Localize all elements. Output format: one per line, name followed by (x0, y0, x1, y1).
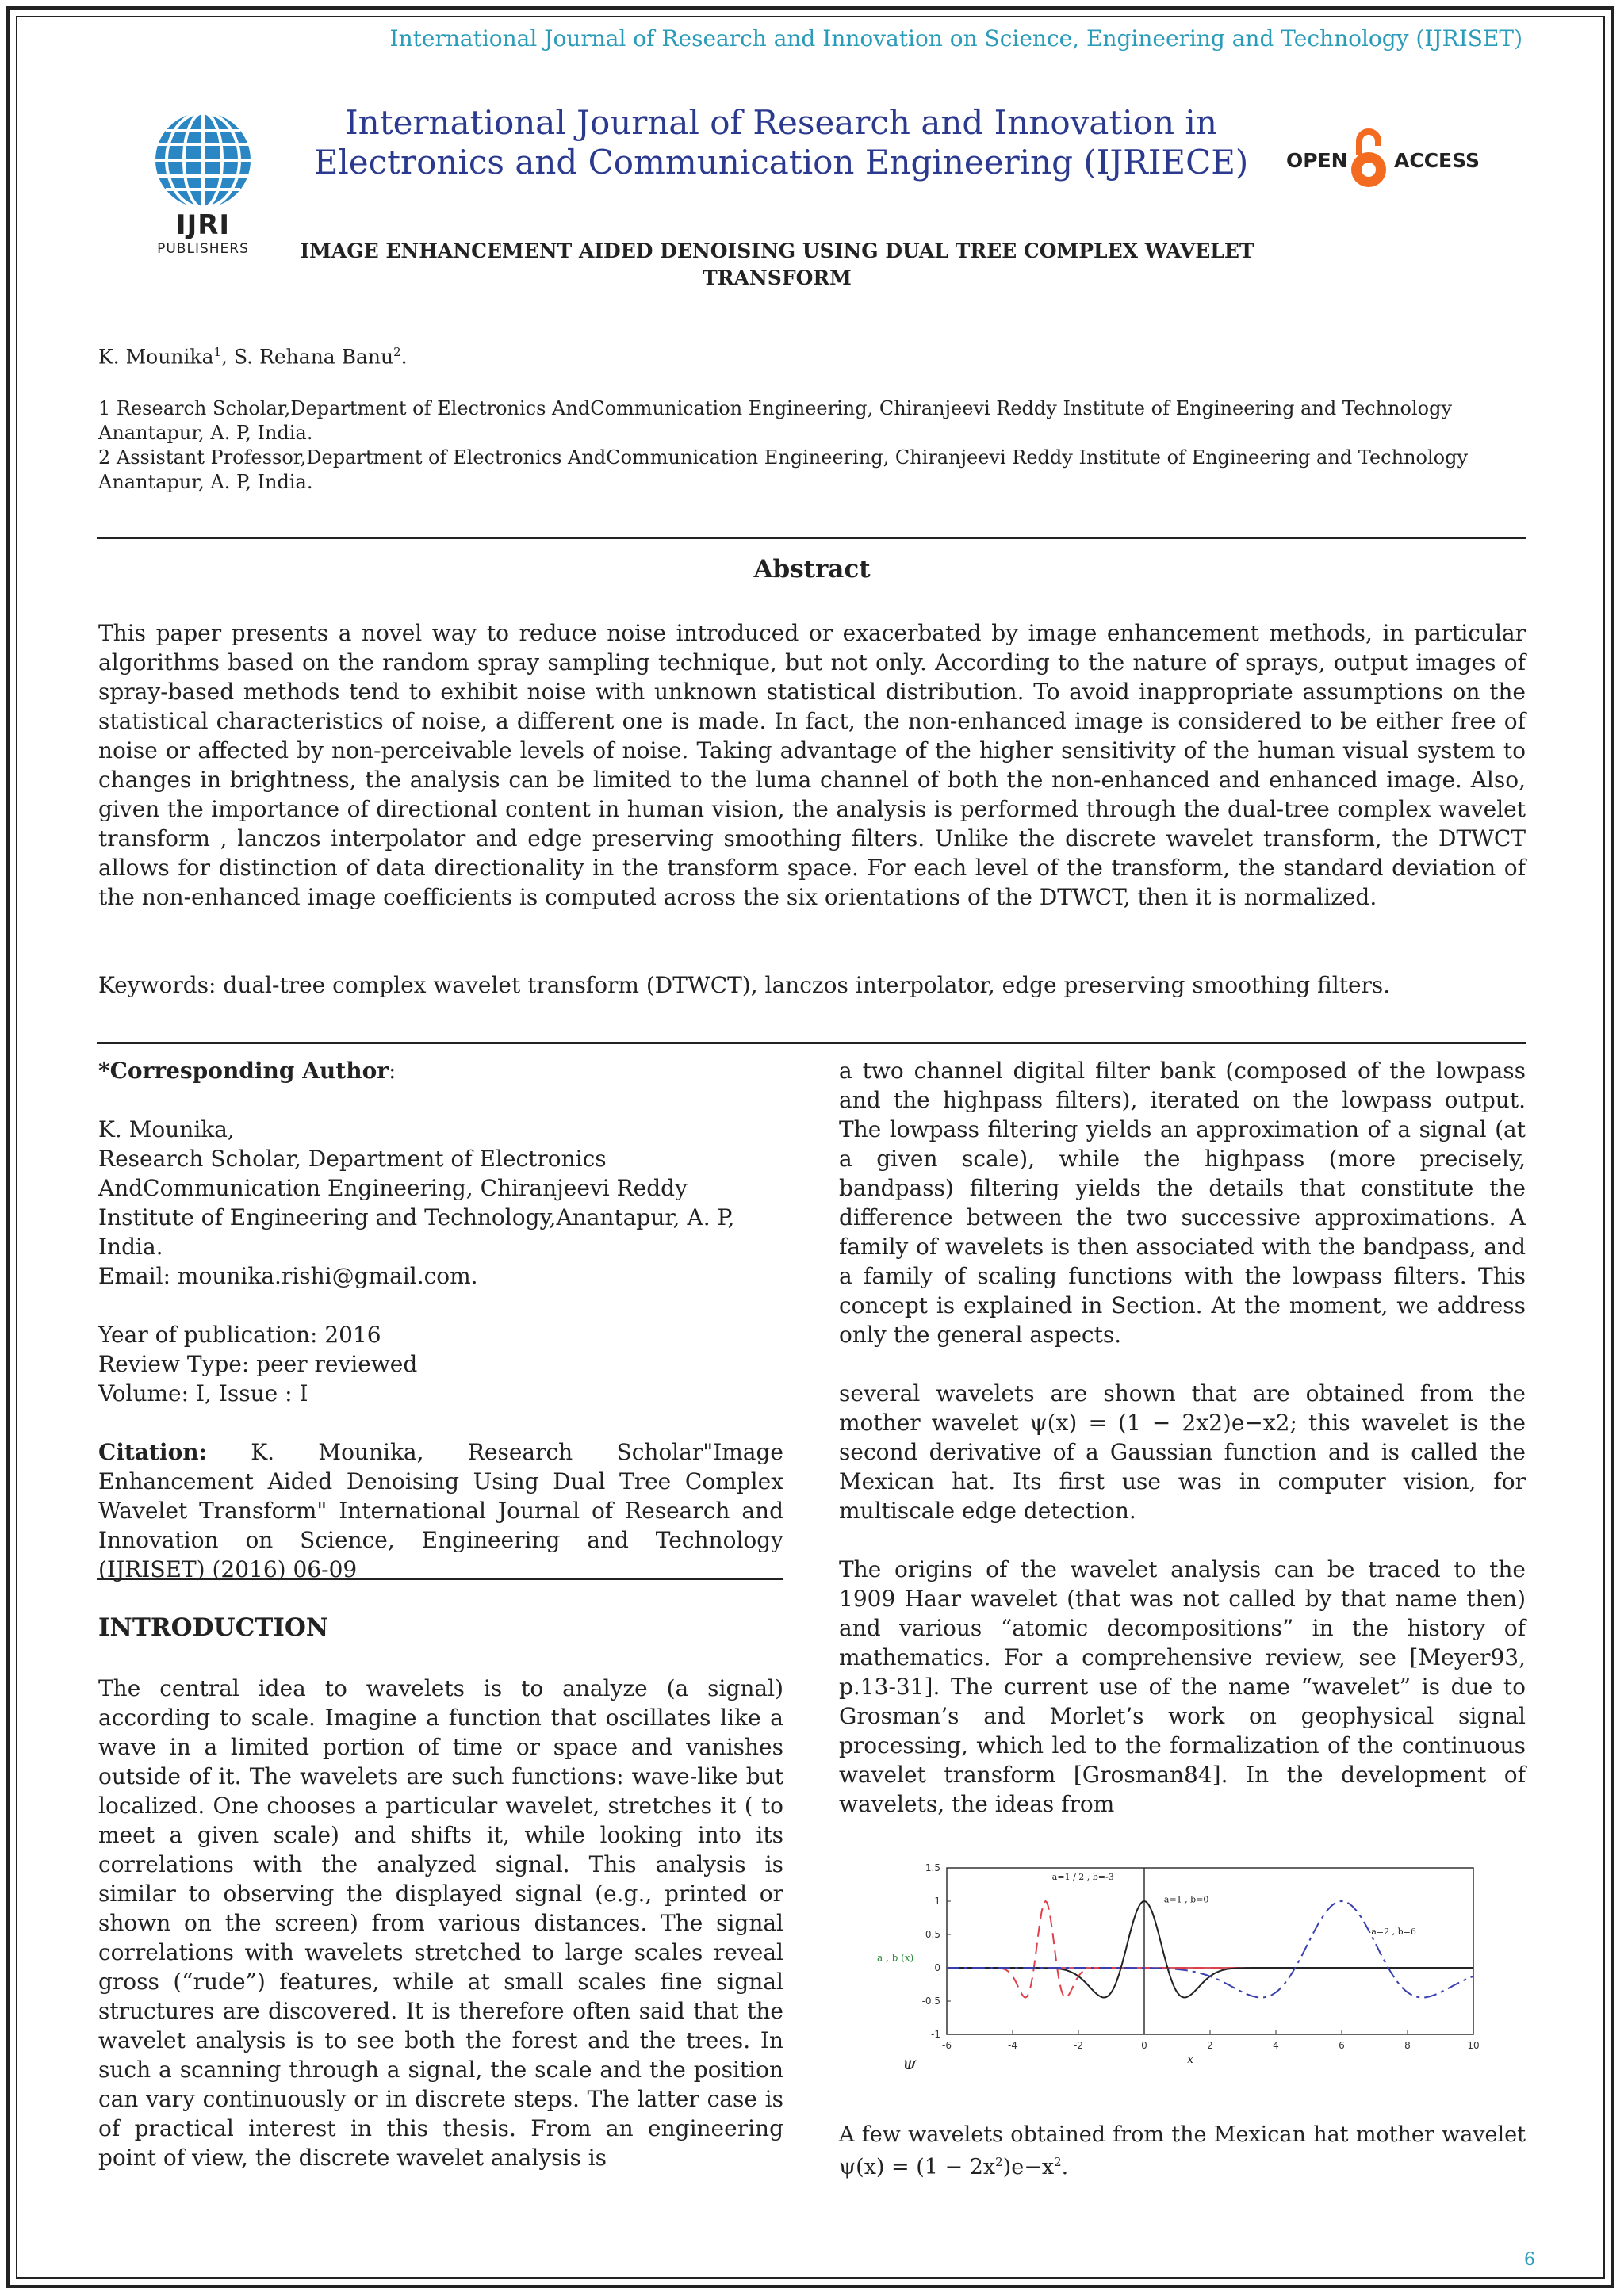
caption-sup-2: 2 (1054, 2155, 1062, 2169)
affiliations (98, 396, 1526, 495)
paper-title-line2: TRANSFORM (703, 266, 852, 289)
x-tick-label: 6 (1339, 2040, 1345, 2051)
right-paragraph-1: a two channel digital filter bank (composed of the lowpass and the highpass filters), iterated on the lowpass output. The lowpass filtering yields an approximation of a signal (at a given scale), while the highpass (more precisely, bandpass) filtering yields the details that constitute the difference between the two successive approximations. A family of wavelets is then associated with the bandpass, and a family of scaling functions with the lowpass filters. This concept is explained in Section. At the moment, we address only the general aspects. (839, 1058, 1526, 1348)
running-head: International Journal of Research and Innovation on Science, Engineering and Technology (IJRISET) (389, 25, 1522, 52)
caption-part-a: A few wavelets obtained from the Mexican hat mother wavelet ψ(x) = (1 − 2x (839, 2122, 1526, 2179)
affiliation-2: 2 Assistant Professor,Department of Electronics AndCommunication Engineering, Chiranjeevi Reddy Institute of Engineering and Technology Anantapur, A. P, India. (98, 446, 1469, 493)
y-tick-label: -1 (931, 2029, 940, 2040)
corresponding-author-block (98, 1056, 783, 1584)
y-tick-label: 1 (934, 1896, 940, 1907)
authors-end: . (400, 345, 408, 369)
open-access-left: OPEN (1286, 149, 1348, 172)
publication-year: Year of publication: 2016 (98, 1322, 381, 1348)
globe-icon (150, 111, 256, 209)
y-tick-label: -0.5 (921, 1996, 940, 2007)
caption-part-b: )e−x (1002, 2155, 1055, 2179)
x-tick-label: 0 (1141, 2040, 1147, 2051)
y-axis-label: ψ (902, 2054, 917, 2069)
y-tick-label: 1.5 (925, 1862, 940, 1873)
keywords: Keywords: dual-tree complex wavelet transform (DTWCT), lanczos interpolator, edge preserving smoothing filters. (98, 972, 1391, 998)
corresponding-label: *Corresponding Author (98, 1058, 389, 1084)
divider-middle (97, 1042, 1526, 1044)
figure-caption (839, 2122, 1526, 2181)
author-2-mark: 2 (393, 345, 401, 359)
caption-sup-1: 2 (995, 2155, 1003, 2169)
caption-part-c: . (1061, 2155, 1069, 2179)
affiliation-1: 1 Research Scholar,Department of Electronics AndCommunication Engineering, Chiranjeevi Reddy Institute of Engineering and Technology Anantapur, A. P, India. (98, 397, 1453, 444)
volume-issue: Volume: I, Issue : I (98, 1380, 308, 1406)
review-type: Review Type: peer reviewed (98, 1351, 418, 1377)
introduction-text: The central idea to wavelets is to analyze (a signal) according to scale. Imagine a function that oscillates like a wave in a limited portion of time or space and vanishes outside of it. The wavelets are such functions: wave-like but localized. One chooses a particular wavelet, stretches it ( to meet a given scale) and shifts it, while looking into its correlations with the analyzed signal. This analysis is similar to observing the displayed signal (e.g., printed or shown on the screen) from various distances. The signal correlations with wavelets stretched to large scales reveal gross (“rude”) features, while at small scales fine signal structures are discovered. It is therefore often said that the wavelet analysis is to see both the forest and the trees. In such a scanning through a signal, the scale and the position can vary continuously or in discrete steps. The latter case is of practical interest in this thesis. From an engineering point of view, the discrete wavelet analysis is (98, 1675, 783, 2171)
open-lock-icon (1348, 125, 1389, 190)
author-2: S. Rehana Banu (233, 345, 394, 369)
y-tick-label: 0 (934, 1962, 940, 1973)
journal-name-line2: Electronics and Communication Engineering (IJRIECE) (313, 143, 1249, 182)
wavelet-chart (864, 1855, 1483, 2069)
x-tick-label: 10 (1467, 2040, 1480, 2051)
authors (98, 345, 408, 368)
x-tick-label: 4 (1273, 2040, 1279, 2051)
series-label: a=2 , b=6 (1371, 1927, 1416, 1937)
author-1: K. Mounika (98, 345, 214, 369)
journal-name (293, 103, 1269, 182)
page-number: 6 (1524, 2250, 1535, 2270)
series-line (947, 1901, 1473, 1997)
publisher-logo (147, 111, 259, 257)
introduction-heading: INTRODUCTION (98, 1613, 329, 1642)
citation-label: Citation: (98, 1439, 207, 1465)
open-access-right: ACCESS (1394, 149, 1480, 172)
series-line (947, 1901, 1473, 1998)
side-label: a , b (x) (877, 1952, 914, 1964)
series-line (947, 1901, 1473, 1998)
corresponding-name: K. Mounika, (98, 1116, 235, 1142)
author-separator: , (221, 345, 234, 369)
corresponding-detail: Research Scholar, Department of Electronics AndCommunication Engineering, Chiranjeevi Reddy Institute of Engineering and Technology,Anantapur, A. P, India. (98, 1146, 735, 1260)
corresponding-email: Email: mounika.rishi@gmail.com. (98, 1263, 478, 1289)
x-tick-label: 8 (1404, 2040, 1411, 2051)
author-1-mark: 1 (213, 345, 222, 359)
divider-top (97, 537, 1526, 539)
right-paragraph-3: The origins of the wavelet analysis can be traced to the 1909 Haar wavelet (that was not called by that name then) and various “atomic decompositions” in the history of mathematics. For a comprehensive review, see [Meyer93, p.13-31]. The current use of the name “wavelet” is due to Grosman’s and Morlet’s work on geophysical signal processing, which led to the formalization of the continuous wavelet transform [Grosman84]. In the development of wavelets, the ideas from (839, 1556, 1526, 1817)
right-column (839, 1056, 1526, 1819)
journal-name-line1: International Journal of Research and Innovation in (345, 103, 1217, 142)
corresponding-colon: : (389, 1058, 396, 1084)
wavelet-figure (864, 1855, 1483, 2069)
plot-frame (947, 1868, 1473, 2034)
y-tick-label: 0.5 (925, 1929, 940, 1940)
series-label: a=1 , b=0 (1163, 1894, 1209, 1905)
citation (98, 1437, 783, 1584)
logo-name: IJRI (175, 209, 231, 241)
logo-subtitle: PUBLISHERS (157, 241, 249, 257)
abstract-title: Abstract (753, 555, 871, 584)
abstract-text: This paper presents a novel way to reduce noise introduced or exacerbated by image enhancement methods, in particular algorithms based on the random spray sampling technique, but not only. According to the nature of sprays, output images of spray-based methods tend to exhibit noise with unknown statistical distribution. To avoid inappropriate assumptions on the statistical characteristics of noise, a different one is made. In fact, the non-enhanced image is considered to be either free of noise or affected by non-perceivable levels of noise. Taking advantage of the higher sensitivity of the human visual system to changes in brightness, the analysis can be limited to the luma channel of both the non-enhanced and enhanced image. Also, given the importance of directional content in human vision, the analysis is performed through the dual-tree complex wavelet transform , lanczos interpolator and edge preserving smoothing filters. Unlike the discrete wavelet transform, the DTWCT allows for distinction of data directionality in the transform space. For each level of the transform, the standard deviation of the non-enhanced image coefficients is computed across the six orientations of the DTWCT, then it is normalized. (98, 620, 1526, 910)
x-tick-label: -6 (942, 2040, 952, 2051)
x-tick-label: 2 (1207, 2040, 1213, 2051)
paper-title-line1: IMAGE ENHANCEMENT AIDED DENOISING USING DUAL TREE COMPLEX WAVELET (300, 239, 1254, 262)
right-paragraph-2: several wavelets are shown that are obtained from the mother wavelet ψ(x) = (1 − 2x2)e−x2; this wavelet is the second derivative of a Gaussian function and is called the Mexican hat. Its first use was in computer vision, for multiscale edge detection. (839, 1380, 1526, 1524)
x-tick-label: -4 (1008, 2040, 1017, 2051)
series-label: a=1 / 2 , b=-3 (1051, 1872, 1114, 1883)
paper-title (238, 238, 1316, 292)
citation-text: K. Mounika, Research Scholar"Image Enhancement Aided Denoising Using Dual Tree Complex Wavelet Transform" International Journal of Research and Innovation on Science, Engineering and Technology (IJRISET) (2016) 06-09 (98, 1439, 783, 1582)
divider-left-column (97, 1578, 783, 1580)
open-access-logo (1286, 125, 1480, 189)
x-tick-label: -2 (1074, 2040, 1083, 2051)
x-axis-label: x (1187, 2053, 1194, 2066)
